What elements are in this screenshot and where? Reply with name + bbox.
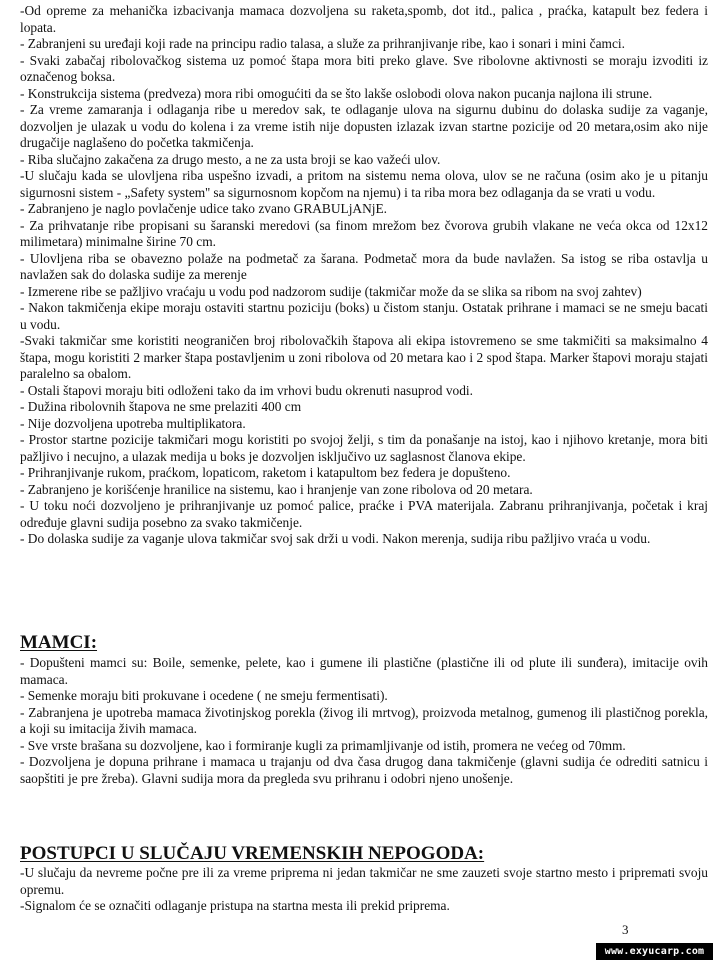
paragraph: - Riba slučajno zakačena za drugo mesto, a ne za usta broji se kao važeći ulov.: [20, 151, 441, 167]
paragraph: - Zabranjena je upotreba mamaca životinjskog porekla (živog ili mrtvog), proizvoda metalnog, gumenog ili plastičnog porekla, a koji su imitacija živih mamaca.: [20, 704, 708, 736]
paragraph: - Prostor startne pozicije takmičari mogu koristiti po svojoj želji, s tim da ponašanje na istoj, kao i njihovo kretanje, mora biti pažljivo i necujno, a ulazak medija u boks je dozvoljen isključivo uz saglasnost članova ekipe.: [20, 432, 708, 464]
paragraph: - U toku noći dozvoljeno je prihranjivanje uz pomoć palice, praćke i PVA materijala. Zabranu prihranjivanja, početak i kraj određuje glavni sudija posebno za svako takmičenje.: [20, 498, 708, 530]
paragraph: - Izmerene ribe se pažljivo vraćaju u vodu pod nadzorom sudije (takmičar može da se slika sa ribom na svoj zahtev): [20, 283, 642, 299]
paragraph: - Dužina ribolovnih štapova ne sme prelaziti 400 cm: [20, 399, 302, 414]
paragraph: - Zabranjeno je korišćenje hranilice na sistemu, kao i hranjenje van zone ribolova od 20 metara.: [20, 481, 533, 497]
rules-section: [20, 3, 708, 548]
nepogode-section: [20, 865, 708, 915]
paragraph: -Signalom će se označiti odlaganje pristupa na startna mesta ili prekid priprema.: [20, 898, 450, 913]
paragraph: - Zabranjeno je naglo povlačenje udice tako zvano GRABULjANjE.: [20, 201, 388, 216]
paragraph: - Ostali štapovi moraju biti odloženi tako da im vrhovi budu okrenuti nasuprod vodi.: [20, 382, 473, 398]
paragraph: - Za vreme zamaranja i odlaganja ribe u meredov sak, te odlaganje ulova na sigurnu dubinu do dolaska sudije za vaganje, dozvoljen je ulazak u vodu do kolena i za vreme istih nije dopusten izlazak izvan startne pozicije od 20 metara,osim ako nije drugačije naglašeno do početka takmičenja.: [20, 102, 708, 150]
paragraph: - Nakon takmičenja ekipe moraju ostaviti startnu poziciju (boks) u čistom stanju. Ostatak prihrane i mamaci se ne smeju bacati u vodu.: [20, 300, 708, 332]
paragraph: - Semenke moraju biti prokuvane i ocedene ( ne smeju fermentisati).: [20, 688, 388, 703]
paragraph: - Ulovljena riba se obavezno polaže na podmetač za šarana. Podmetač mora da bude navlažen. Sa istog se riba ostavlja u navlažen sak do dolaska sudije za merenje: [20, 250, 708, 282]
paragraph: - Za prihvatanje ribe propisani su šaranski meredovi (sa finom mrežom bez čvorova grubih vlakane ne veća okca od 12x12 milimetara) minimalne širine 70 cm.: [20, 217, 708, 249]
paragraph: - Prihranjivanje rukom, praćkom, lopaticom, raketom i katapultom bez federa je dopušteno.: [20, 465, 511, 480]
paragraph: - Konstrukcija sistema (predveza) mora ribi omogućiti da se što lakše oslobodi olova nakon pucanja najlona ili strune.: [20, 85, 653, 101]
paragraph: - Sve vrste brašana su dozvoljene, kao i formiranje kugli za primamljivanje od istih, promera ne većeg od 70mm.: [20, 737, 626, 753]
mamci-section: [20, 655, 708, 787]
section-heading-mamci: MAMCI:: [20, 632, 98, 653]
paragraph: -U slučaju kada se ulovljena riba uspešno izvadi, a pritom na sistemu nema olova, ulov se ne računa (osim ako je u pitanju sigurnosni sistem - „Safety system'' sa sigurnosnom kopčom na njemu) i ta riba mora bez odlaganja da se vrati u vodu.: [20, 168, 708, 200]
paragraph: - Do dolaska sudije za vaganje ulova takmičar svoj sak drži u vodi. Nakon merenja, sudija ribu pažljivo vraća u vodu.: [20, 531, 651, 546]
paragraph: -U slučaju da nevreme počne pre ili za vreme priprema ni jedan takmičar ne sme zauzeti svoje startno mesto i pripremati svoju opremu.: [20, 865, 708, 897]
paragraph: - Svaki zabačaj ribolovačkog sistema uz pomoć štapa mora biti preko glave. Sve ribolovne aktivnosti se moraju izvoditi iz označenog boksa.: [20, 52, 708, 84]
paragraph: -Svaki takmičar sme koristiti neograničen broj ribolovačkih štapova ali ekipa istovremeno se sme takmičiti sa maksimalno 4 štapa, mogu koristiti 2 marker štapa postavljenim u zoni ribolova od 20 metara kao i 2 spod štapa. Marker štapovi moraju stajati paralelno sa obalom.: [20, 333, 708, 381]
page-number: 3: [622, 922, 629, 937]
paragraph: -Od opreme za mehanička izbacivanja mamaca dozvoljena su raketa,spomb, dot itd., palica , praćka, katapult bez federa i lopata.: [20, 3, 708, 35]
paragraph: - Dopušteni mamci su: Boile, semenke, pelete, kao i gumene ili plastične (plastične ili od plute ili sunđera), imitacije ovih mamaca.: [20, 655, 708, 687]
section-heading-nepogode: POSTUPCI U SLUČAJU VREMENSKIH NEPOGODA:: [20, 843, 485, 864]
paragraph: - Zabranjeni su uređaji koji rade na principu radio talasa, a služe za prihranjivanje ribe, kao i sonari i mini čamci.: [20, 36, 625, 51]
paragraph: - Nije dozvoljena upotreba multiplikatora.: [20, 415, 246, 431]
paragraph: - Dozvoljena je dopuna prihrane i mamaca u trajanju od dva časa drugog dana takmičenje (glavni sudija će odrediti satnicu i saopštiti je pre žreba). Glavni sudija mora da pregleda svu prihranu i odobri njeno unošenje.: [20, 754, 708, 786]
watermark-badge: www.exyucarp.com: [596, 943, 713, 960]
